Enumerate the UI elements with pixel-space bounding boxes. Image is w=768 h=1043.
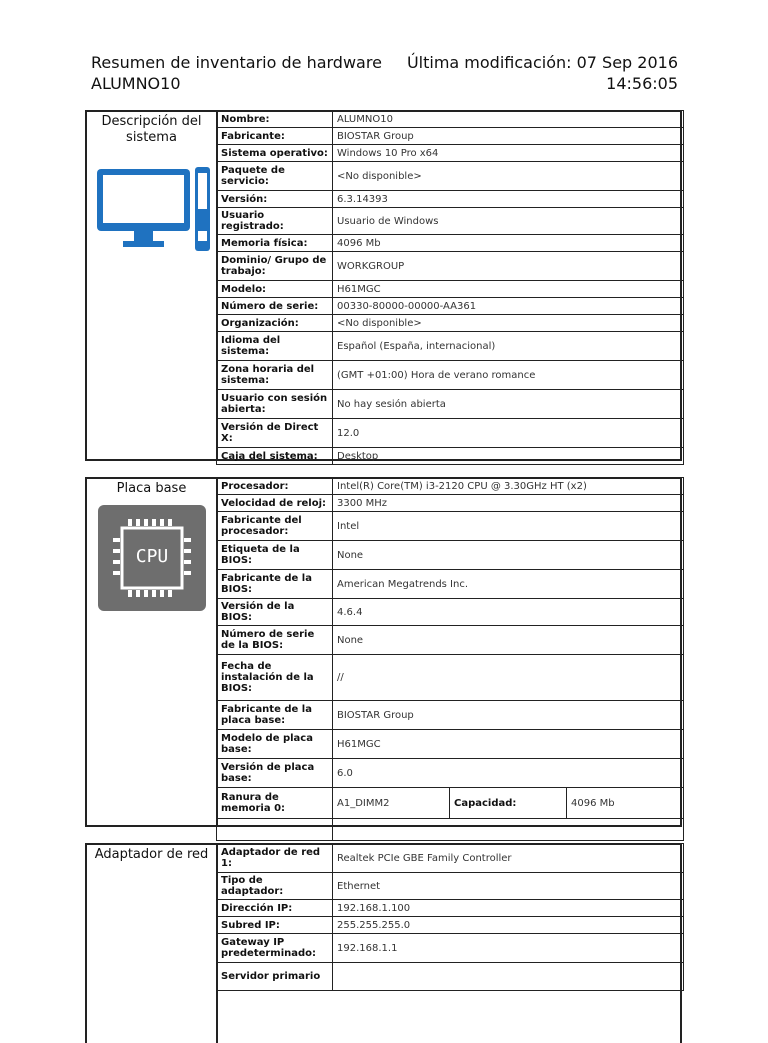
memory-slot-row xyxy=(217,788,684,819)
cpu-chip-icon xyxy=(98,505,206,615)
property-label: Fabricante: xyxy=(217,128,333,145)
property-label: Modelo: xyxy=(217,281,333,298)
report-title: Resumen de inventario de hardware ALUMNO10 xyxy=(91,53,382,93)
property-row xyxy=(217,759,684,788)
property-value: H61MGC xyxy=(333,281,684,298)
property-label: Fabricante de la BIOS: xyxy=(217,570,333,599)
property-row xyxy=(217,390,684,419)
property-row xyxy=(217,208,684,235)
property-row xyxy=(217,478,684,495)
property-label: Fecha de instalación de la BIOS: xyxy=(217,655,333,701)
property-row xyxy=(217,332,684,361)
property-value: 00330-80000-00000-AA361 xyxy=(333,298,684,315)
section-title: Descripción del sistema xyxy=(101,114,202,145)
property-label: Subred IP: xyxy=(217,917,333,934)
property-label: Idioma del sistema: xyxy=(217,332,333,361)
property-label: Servidor primario xyxy=(217,963,333,991)
property-row xyxy=(217,419,684,448)
property-value: BIOSTAR Group xyxy=(333,701,684,730)
cpu-chip-label: CPU xyxy=(135,546,169,567)
property-value: WORKGROUP xyxy=(333,252,684,281)
property-value: // xyxy=(333,655,684,701)
property-value xyxy=(333,963,684,991)
property-row xyxy=(217,495,684,512)
system-properties-table xyxy=(216,110,684,465)
motherboard-properties-table xyxy=(216,477,684,841)
property-label: Usuario registrado: xyxy=(217,208,333,235)
property-label: Caja del sistema: xyxy=(217,448,333,465)
property-row xyxy=(217,235,684,252)
property-label: Paquete de servicio: xyxy=(217,162,333,191)
last-modified: Última modificación: 07 Sep 2016 14:56:05 xyxy=(406,53,678,93)
property-value: 192.168.1.100 xyxy=(333,900,684,917)
property-row xyxy=(217,963,684,991)
property-label: Versión de placa base: xyxy=(217,759,333,788)
property-row xyxy=(217,298,684,315)
property-label: Procesador: xyxy=(217,478,333,495)
system-description-section xyxy=(85,110,682,461)
property-row xyxy=(217,162,684,191)
property-row xyxy=(217,448,684,465)
property-value: None xyxy=(333,626,684,655)
property-value: Desktop xyxy=(333,448,684,465)
property-label: Gateway IP predeterminado: xyxy=(217,934,333,963)
property-value: None xyxy=(333,541,684,570)
property-row xyxy=(217,626,684,655)
property-value: 4.6.4 xyxy=(333,599,684,626)
property-label: Memoria física: xyxy=(217,235,333,252)
property-label: Velocidad de reloj: xyxy=(217,495,333,512)
property-row xyxy=(217,730,684,759)
memory-slot-label: Ranura de memoria 0: xyxy=(217,788,333,819)
property-label: Dirección IP: xyxy=(217,900,333,917)
computer-monitor-icon xyxy=(97,167,215,255)
property-value: Intel xyxy=(333,512,684,541)
property-value: 6.3.14393 xyxy=(333,191,684,208)
property-value: Español (España, internacional) xyxy=(333,332,684,361)
section-title: Placa base xyxy=(116,481,187,496)
property-label: Dominio/ Grupo de trabajo: xyxy=(217,252,333,281)
property-row xyxy=(217,570,684,599)
property-label: Versión: xyxy=(217,191,333,208)
property-row xyxy=(217,917,684,934)
property-row xyxy=(217,655,684,701)
section-label-cell xyxy=(87,845,218,1043)
property-value: Windows 10 Pro x64 xyxy=(333,145,684,162)
property-row xyxy=(217,191,684,208)
section-label-cell xyxy=(87,479,218,825)
property-value: Ethernet xyxy=(333,873,684,900)
section-title: Adaptador de red xyxy=(94,847,209,862)
property-value: 192.168.1.1 xyxy=(333,934,684,963)
property-label: Número de serie: xyxy=(217,298,333,315)
property-row xyxy=(217,844,684,873)
property-label: Número de serie de la BIOS: xyxy=(217,626,333,655)
property-row xyxy=(217,541,684,570)
empty-row xyxy=(217,819,684,841)
property-row xyxy=(217,599,684,626)
property-value: ALUMNO10 xyxy=(333,111,684,128)
property-label: Tipo de adaptador: xyxy=(217,873,333,900)
property-value: Intel(R) Core(TM) i3-2120 CPU @ 3.30GHz HT (x2) xyxy=(333,478,684,495)
property-value: 255.255.255.0 xyxy=(333,917,684,934)
motherboard-section xyxy=(85,477,682,827)
property-label: Usuario con sesión abierta: xyxy=(217,390,333,419)
property-label: Fabricante del procesador: xyxy=(217,512,333,541)
report-header xyxy=(0,0,768,100)
network-properties-table xyxy=(216,843,684,991)
property-value: 4096 Mb xyxy=(333,235,684,252)
property-row xyxy=(217,281,684,298)
property-value: <No disponible> xyxy=(333,315,684,332)
property-label: Adaptador de red 1: xyxy=(217,844,333,873)
property-value: 12.0 xyxy=(333,419,684,448)
property-value: No hay sesión abierta xyxy=(333,390,684,419)
property-value: Realtek PCIe GBE Family Controller xyxy=(333,844,684,873)
capacity-label: Capacidad: xyxy=(450,788,567,819)
property-value: H61MGC xyxy=(333,730,684,759)
property-row xyxy=(217,701,684,730)
property-value: American Megatrends Inc. xyxy=(333,570,684,599)
property-row xyxy=(217,512,684,541)
property-value: 6.0 xyxy=(333,759,684,788)
network-adapter-section xyxy=(85,843,682,1043)
property-label: Sistema operativo: xyxy=(217,145,333,162)
property-label: Organización: xyxy=(217,315,333,332)
memory-slot-value: A1_DIMM2 xyxy=(333,788,450,819)
property-value: BIOSTAR Group xyxy=(333,128,684,145)
property-value: 3300 MHz xyxy=(333,495,684,512)
empty-cell xyxy=(333,819,684,841)
property-label: Modelo de placa base: xyxy=(217,730,333,759)
property-label: Etiqueta de la BIOS: xyxy=(217,541,333,570)
property-row xyxy=(217,934,684,963)
property-label: Versión de la BIOS: xyxy=(217,599,333,626)
section-label-cell xyxy=(87,112,218,459)
property-value: (GMT +01:00) Hora de verano romance xyxy=(333,361,684,390)
property-row xyxy=(217,128,684,145)
property-row xyxy=(217,900,684,917)
property-label: Versión de Direct X: xyxy=(217,419,333,448)
property-value: <No disponible> xyxy=(333,162,684,191)
property-row xyxy=(217,252,684,281)
capacity-value: 4096 Mb xyxy=(567,788,684,819)
empty-cell xyxy=(217,819,333,841)
property-row xyxy=(217,111,684,128)
property-row xyxy=(217,145,684,162)
property-row xyxy=(217,315,684,332)
property-label: Fabricante de la placa base: xyxy=(217,701,333,730)
property-label: Nombre: xyxy=(217,111,333,128)
property-label: Zona horaria del sistema: xyxy=(217,361,333,390)
property-row xyxy=(217,361,684,390)
property-row xyxy=(217,873,684,900)
property-value: Usuario de Windows xyxy=(333,208,684,235)
